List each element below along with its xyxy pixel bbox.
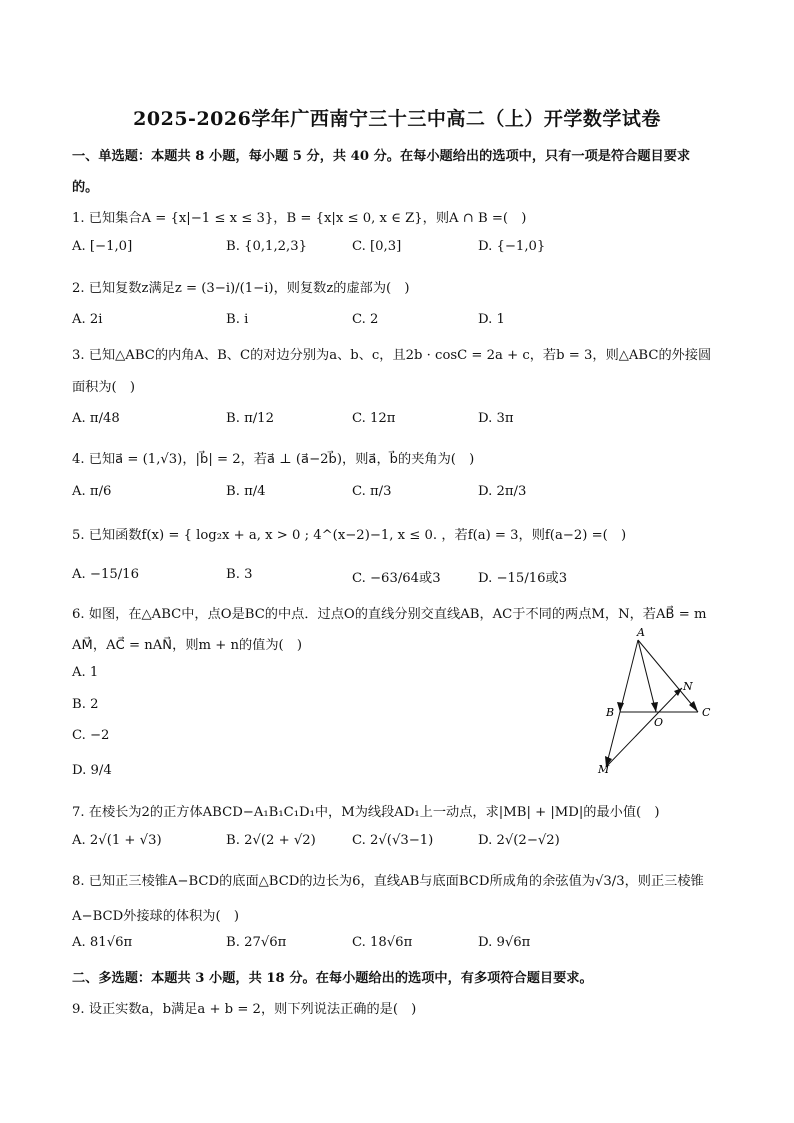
question-3-stem: 3. 已知△ABC的内角A、B、C的对边分别为a、b、c，且2b · cosC = 2a + c，若b = 3，则△ABC的外接圆 xyxy=(72,348,712,363)
label-o: O xyxy=(654,716,664,729)
question-4-stem: 4. 已知a⃗ = (1,√3)，|b⃗| = 2，若a⃗ ⊥ (a⃗−2b⃗)，则a⃗，b⃗的夹角为( ) xyxy=(72,452,475,467)
option-a: A. 2i xyxy=(72,312,103,327)
question-9-stem: 9. 设正实数a，b满足a + b = 2，则下列说法正确的是( ) xyxy=(72,1002,417,1017)
question-5-stem: 5. 已知函数f(x) = { log₂x + a, x > 0 ; 4^(x−2)−1, x ≤ 0. ，若f(a) = 3，则f(a−2) =( ) xyxy=(72,528,627,543)
option-d: D. 9/4 xyxy=(72,763,112,778)
question-3-stem-cont: 面积为( ) xyxy=(72,380,136,395)
option-a: A. 81√6π xyxy=(72,935,133,950)
option-a: A. 2√(1 + √3) xyxy=(72,833,162,848)
option-b: B. π/4 xyxy=(226,484,266,499)
section2-heading: 二、多选题：本题共 3 小题，共 18 分。在每小题给出的选项中，有多项符合题目要求。 xyxy=(72,971,593,986)
option-d: D. {−1,0} xyxy=(478,239,546,254)
option-b: B. 2√(2 + √2) xyxy=(226,833,316,848)
option-a: A. π/6 xyxy=(72,484,112,499)
option-b: B. 2 xyxy=(72,697,99,712)
option-c: C. −2 xyxy=(72,728,110,743)
label-b: B xyxy=(606,706,615,719)
label-m: M xyxy=(598,763,610,776)
question-8-stem-cont: A−BCD外接球的体积为( ) xyxy=(72,909,239,924)
option-a: A. 1 xyxy=(72,665,99,680)
option-d: D. 2√(2−√2) xyxy=(478,833,560,848)
question-6-stem: 6. 如图，在△ABC中，点O是BC的中点．过点O的直线分别交直线AB，AC于不同的两点M，N，若AB⃗ = m xyxy=(72,607,707,622)
question-8-stem: 8. 已知正三棱锥A−BCD的底面△BCD的边长为6，直线AB与底面BCD所成角的余弦值为√3/3，则正三棱锥 xyxy=(72,874,704,889)
option-a: A. −15/16 xyxy=(72,567,139,582)
option-c: C. 12π xyxy=(352,411,396,426)
page-title: 2025-2026学年广西南宁三十三中高二（上）开学数学试卷 xyxy=(133,108,661,130)
label-a: A xyxy=(637,626,645,639)
segment-mn xyxy=(606,688,682,767)
option-c: C. π/3 xyxy=(352,484,392,499)
option-c: C. 2√(√3−1) xyxy=(352,833,434,848)
segment-ab xyxy=(620,640,638,712)
option-b: B. π/12 xyxy=(226,411,274,426)
option-c: C. 18√6π xyxy=(352,935,413,950)
option-b: B. 27√6π xyxy=(226,935,287,950)
option-a: A. [−1,0] xyxy=(72,239,133,254)
label-n: N xyxy=(683,680,693,693)
option-d: D. 3π xyxy=(478,411,514,426)
option-d: D. −15/16或3 xyxy=(478,571,568,586)
question-6-stem-cont: AM⃗，AC⃗ = nAN⃗，则m + n的值为( ) xyxy=(72,638,302,653)
option-d: D. 2π/3 xyxy=(478,484,527,499)
option-c: C. −63/64或3 xyxy=(352,571,441,586)
option-b: B. {0,1,2,3} xyxy=(226,239,307,254)
arrowhead-b xyxy=(617,702,624,712)
label-c: C xyxy=(702,706,711,719)
question-1-stem: 1. 已知集合A = {x|−1 ≤ x ≤ 3}，B = {x|x ≤ 0, x ∈ Z}，则A ∩ B =( ) xyxy=(72,211,527,226)
option-a: A. π/48 xyxy=(72,411,120,426)
triangle-figure xyxy=(588,622,728,782)
question-2-stem: 2. 已知复数z满足z = (3−i)/(1−i)，则复数z的虚部为( ) xyxy=(72,281,410,296)
section1-heading: 一、单选题：本题共 8 小题，每小题 5 分，共 40 分。在每小题给出的选项中，只有一项是符合题目要求 xyxy=(72,149,691,164)
arrowhead-o xyxy=(651,702,658,712)
option-d: D. 9√6π xyxy=(478,935,531,950)
option-c: C. 2 xyxy=(352,312,379,327)
section1-heading-cont: 的。 xyxy=(72,180,99,195)
option-d: D. 1 xyxy=(478,312,505,327)
option-b: B. 3 xyxy=(226,567,253,582)
question-7-stem: 7. 在棱长为2的正方体ABCD−A₁B₁C₁D₁中，M为线段AD₁上一动点，求|MB| + |MD|的最小值( ) xyxy=(72,805,660,820)
option-b: B. i xyxy=(226,312,249,327)
option-c: C. [0,3] xyxy=(352,239,402,254)
